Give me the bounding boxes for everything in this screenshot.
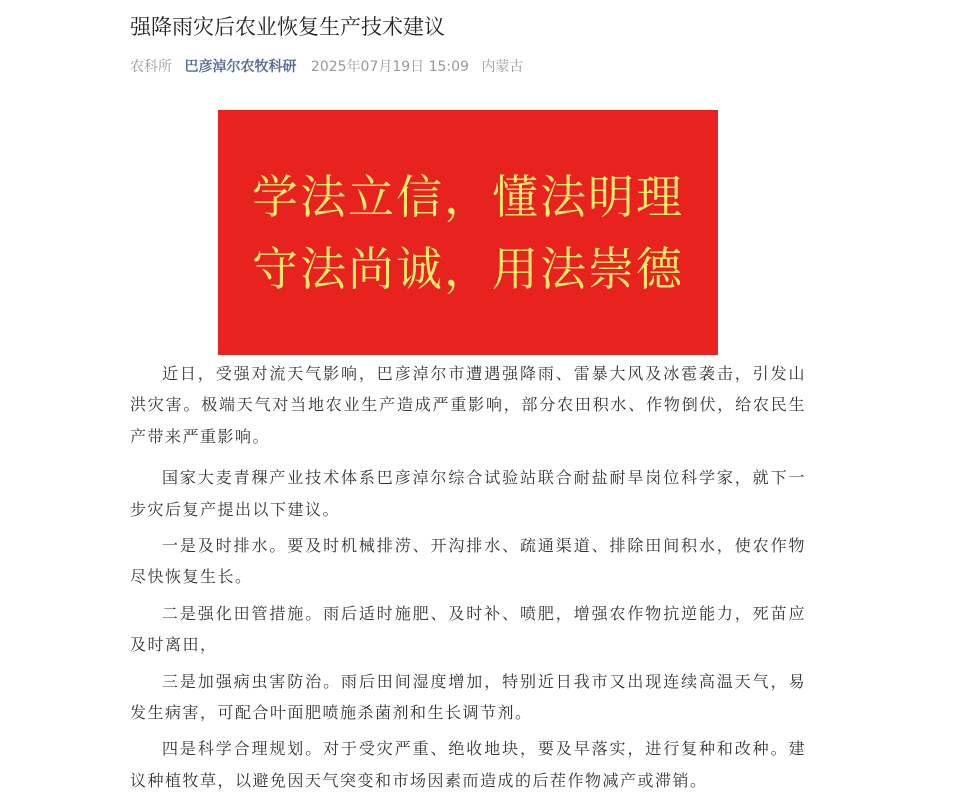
paragraph-summary: 国家大麦青稞产业技术体系巴彦淖尔综合试验站联合耐盐耐旱岗位科学家，就下一步灾后复产提出以下建议。 [130, 468, 806, 519]
article-title: 强降雨灾后农业恢复生产技术建议 [130, 15, 445, 39]
meta-region: 内蒙古 [481, 59, 524, 75]
paragraph-point-2: 二是强化田管措施。雨后适时施肥、及时补、喷肥，增强农作物抗逆能力，死苗应及时离田， [130, 603, 806, 655]
meta-datetime: 2025年07月19日 15:09 [310, 59, 469, 75]
paragraph-intro: 近日，受强对流天气影响，巴彦淖尔市遭遇强降雨、雷暴大风及冰雹袭击，引发山洪灾害。极端天气对当地农业生产造成严重影响，部分农田积水、作物倒伏，给农民生产带来严重影响。 [130, 364, 806, 446]
banner-line-2: 守法尚诚，用法崇德 [252, 241, 684, 296]
article-body [130, 358, 806, 796]
article-meta [130, 56, 531, 78]
slogan-banner-image [218, 110, 718, 355]
banner-line-1: 学法立信，懂法明理 [252, 169, 684, 224]
meta-category: 农科所 [130, 59, 172, 75]
meta-source-link[interactable]: 巴彦淖尔农牧科研 [184, 59, 297, 75]
paragraph-point-3: 三是加强病虫害防治。雨后田间湿度增加，特别近日我市又出现连续高温天气，易发生病害，可配合叶面肥喷施杀菌剂和生长调节剂。 [130, 671, 806, 723]
paragraph-point-4: 四是科学合理规划。对于受灾严重、绝收地块，要及早落实，进行复种和改种。建议种植牧草，以避免因天气突变和市场因素而造成的后茬作物减产或滞销。 [130, 739, 806, 790]
paragraph-point-1: 一是及时排水。要及时机械排涝、开沟排水、疏通渠道、排除田间积水，使农作物尽快恢复生长。 [130, 536, 806, 587]
